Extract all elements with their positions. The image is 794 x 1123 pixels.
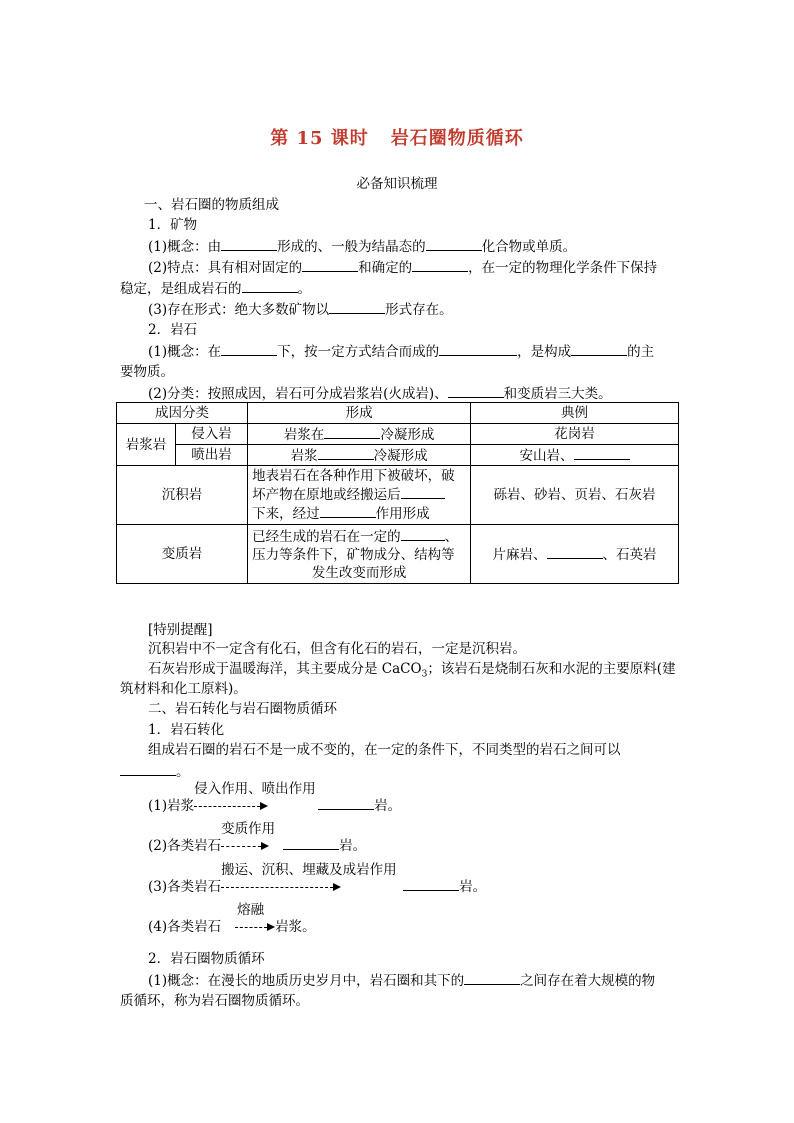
transform-item-1: (1)岩浆 侵入作用、喷出作用 岩。: [148, 781, 402, 814]
transform-intro-cont: 。: [120, 762, 190, 781]
section-heading: 必备知识梳理: [356, 176, 438, 192]
blank: [242, 279, 298, 293]
transform-item-3: (3)各类岩石 搬运、沉积、埋藏及成岩作用 岩。: [148, 862, 487, 895]
sedimentary-cell: 沉积岩: [117, 466, 248, 525]
heading-composition: 一、岩石圈的物质组成: [144, 197, 279, 213]
intrusive-cell: 侵入岩: [176, 424, 248, 445]
arrow-label: 搬运、沉积、埋藏及成岩作用: [221, 862, 397, 878]
heading-cycle: 2．岩石圈物质循环: [148, 951, 265, 967]
table-row: [117, 525, 679, 584]
blank: [324, 425, 380, 439]
heading-rocks: 2．岩石: [148, 322, 198, 338]
intrusive-formation: 岩浆在 冷凝形成: [248, 424, 471, 445]
tip-line-1: 沉积岩中不一定含有化石，但含有化石的岩石，一定是沉积岩。: [148, 641, 526, 657]
blank: [221, 237, 277, 251]
blank: [329, 300, 385, 314]
extrusive-formation: 岩浆 冷凝形成: [248, 445, 471, 466]
blank: [439, 342, 517, 356]
extrusive-cell: 喷出岩: [176, 445, 248, 466]
arrow-label: 变质作用: [221, 821, 276, 837]
blank: [426, 237, 482, 251]
rock-classification-table: [116, 402, 679, 584]
igneous-cell: 岩浆岩: [117, 424, 176, 466]
rock-classification: (2)分类：按照成因，岩石可分成岩浆岩(火成岩)、 和变质岩三大类。: [148, 386, 612, 402]
header-cause: 成因分类: [117, 403, 248, 424]
rock-concept-cont: 要物质。: [120, 364, 174, 380]
mineral-concept: (1)概念：由 形成的、一般为结晶态的 化合物或单质。: [148, 239, 577, 255]
arrow-icon: [194, 802, 268, 810]
transform-item-4: (4)各类岩石 熔融 岩浆。: [148, 902, 316, 935]
blank: [320, 504, 376, 518]
transform-item-2: (2)各类岩石 变质作用 岩。: [148, 821, 367, 854]
cycle-concept-cont: 质循环，称为岩石圈物质循环。: [120, 993, 309, 1009]
table-row: [117, 445, 679, 466]
cycle-concept: (1)概念：在漫长的地质历史岁月中，岩石圈和其下的 之间存在着大规模的物: [148, 973, 656, 989]
blank: [283, 836, 339, 850]
blank: [571, 342, 627, 356]
lesson-topic: 岩石圈物质循环: [390, 128, 524, 149]
metamorphic-cell: 变质岩: [117, 525, 248, 584]
blank: [547, 545, 603, 559]
mineral-trait-cont: 稳定，是组成岩石的 。: [120, 281, 311, 297]
tip-line-2: 石灰岩形成于温暖海洋，其主要成分是 CaCO$_3$；该岩石是烧制石灰和水泥的主要原料(建: [148, 661, 676, 680]
mineral-trait: (2)特点：具有相对固定的 和确定的 ，在一定的物理化学条件下保持: [148, 260, 658, 276]
blank: [302, 258, 358, 272]
blank: [120, 762, 176, 776]
blank: [464, 971, 520, 985]
sedimentary-formation: 地表岩石在各种作用下被破坏，破 坏产物在原地或经搬运后 下来，经过 作用形成: [248, 466, 471, 525]
blank: [574, 446, 630, 460]
metamorphic-formation: 已经生成的岩石在一定的 、 压力等条件下，矿物成分、结构等 发生改变而形成: [248, 525, 471, 584]
arrow-icon: [221, 883, 341, 891]
sedimentary-example: 砾岩、砂岩、页岩、石灰岩: [471, 466, 679, 525]
transform-intro: 组成岩石圈的岩石不是一成不变的，在一定的条件下，不同类型的岩石之间可以: [148, 742, 621, 758]
blank: [318, 446, 374, 460]
tip-line-3: 筑材料和化工原料)。: [120, 681, 247, 697]
table-row: [117, 466, 679, 525]
table-header-row: [117, 403, 679, 424]
heading-minerals: 1．矿物: [148, 217, 198, 233]
heading-transformation: 二、岩石转化与岩石圈物质循环: [148, 701, 337, 717]
header-example: 典例: [471, 403, 679, 424]
blank: [448, 384, 504, 398]
page-title: [0, 124, 794, 150]
mineral-form: (3)存在形式：绝大多数矿物以 形式存在。: [148, 302, 453, 318]
arrow-label: 熔融: [237, 902, 265, 918]
arrow-label: 侵入作用、喷出作用: [194, 781, 316, 797]
arrow-icon: [221, 842, 269, 850]
blank: [318, 796, 374, 810]
lesson-number: 第 15 课时: [270, 128, 369, 149]
blank: [401, 527, 445, 541]
rock-concept: (1)概念：在 下，按一定方式结合而成的 ，是构成 的主: [148, 344, 655, 360]
heading-rock-transform: 1．岩石转化: [148, 722, 225, 738]
table-row: [117, 424, 679, 445]
metamorphic-example: 片麻岩、 、石英岩: [471, 525, 679, 584]
header-formation: 形成: [248, 403, 471, 424]
arrow-icon: [235, 923, 275, 931]
extrusive-example: 安山岩、: [471, 445, 679, 466]
blank: [412, 258, 468, 272]
tip-heading: [特别提醒]: [148, 622, 213, 638]
blank: [401, 485, 445, 499]
blank: [403, 877, 459, 891]
blank: [221, 342, 277, 356]
intrusive-example: 花岗岩: [471, 424, 679, 445]
